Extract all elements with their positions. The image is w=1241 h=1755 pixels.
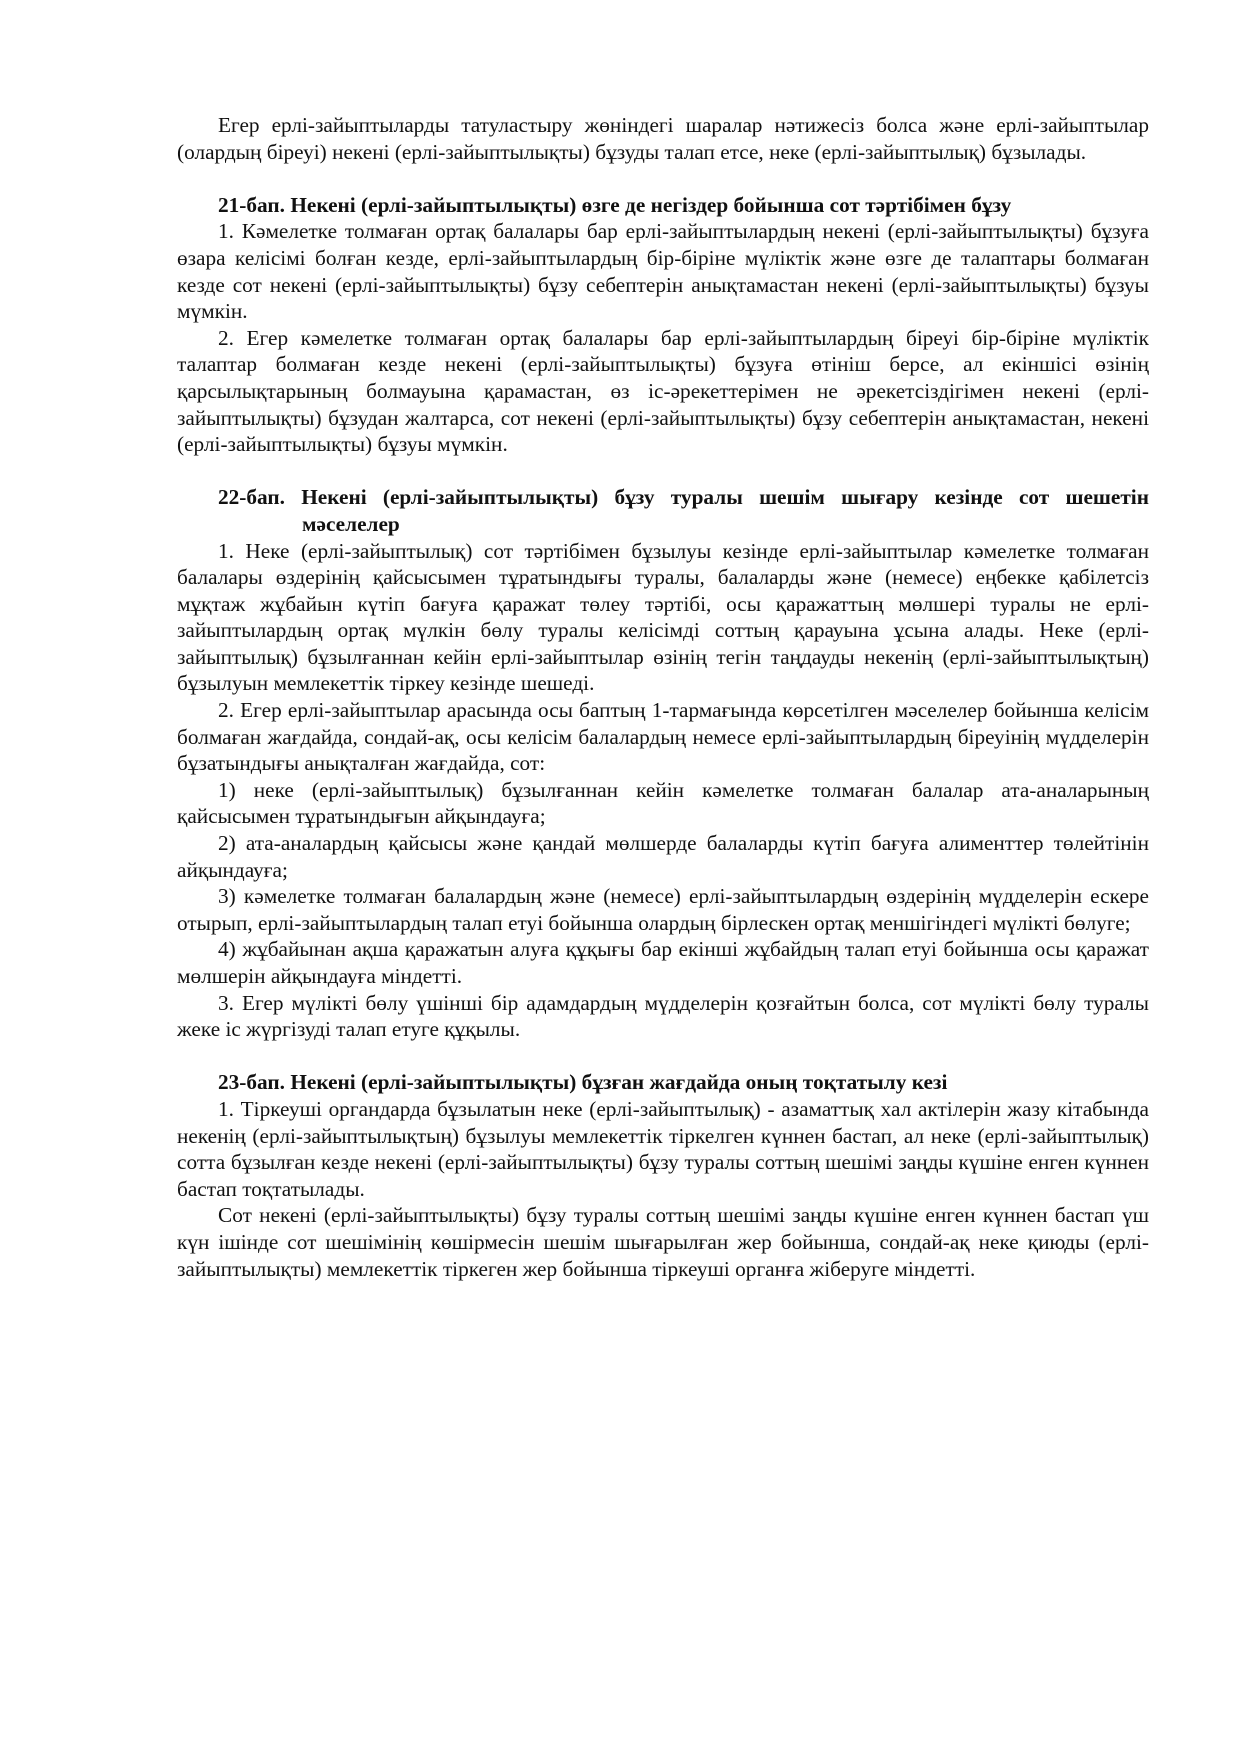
article-title: 22-бап. Некені (ерлі-зайыптылықты) бұзу туралы шешім шығару кезінде сот шешетін мәселелер — [218, 485, 1149, 536]
article-paragraph: 2. Егер кәмелетке толмаған ортақ балалары бар ерлі-зайыптылардың біреуі бір-біріне мүліктік талаптар болмаған кезде некені (ерлі-зайыптылықты) бұзуға өтініш берсе, ал екіншісі өзінің қарсылықтарының болмауына қарамастан, өз іс-әрекеттерімен не әрекетсіздігімен некені (ерлі-зайыптылықты) бұзудан жалтарса, сот некені (ерлі-зайыптылықты) бұзу себептерін анықтамастан, некені (ерлі-зайыптылықты) бұзуы мүмкін. — [177, 325, 1149, 457]
article-list-item: 4) жұбайынан ақша қаражатын алуға құқығы бар екінші жұбайдың талап етуі бойынша осы қаражат мөлшерін айқындауға міндетті. — [177, 937, 1149, 988]
article-paragraph: 2. Егер ерлі-зайыптылар арасында осы баптың 1-тармағында көрсетілген мәселелер бойынша келісім болмаған жағдайда, сондай-ақ, осы келісім балалардың немесе ерлі-зайыптылардың біреуінің мүдделерін бұзатындығы анықталған жағдайда, сот: — [177, 698, 1149, 776]
article-23 — [177, 1069, 1149, 1282]
article-title: 21-бап. Некені (ерлі-зайыптылықты) өзге де негіздер бойынша сот тәртібімен бұзу — [218, 192, 1012, 217]
article-list-item: 2) ата-аналардың қайсысы және қандай мөлшерде балаларды күтіп бағуға алименттер төлейтінін айқындауға; — [177, 831, 1149, 882]
article-paragraph: Сот некені (ерлі-зайыптылықты) бұзу туралы соттың шешімі заңды күшіне енген күннен бастап үш күн ішінде сот шешімінің көшірмесін шешім шығарылған жер бойынша, сондай-ақ неке қиюды (ерлі-зайыптылықты) мемлекеттік тіркеген жер бойынша тіркеуші органға жіберуге міндетті. — [177, 1203, 1149, 1281]
article-paragraph: 3. Егер мүлікті бөлу үшінші бір адамдардың мүдделерін қозғайтын болса, сот мүлікті бөлу туралы жеке іс жүргізуді талап етуге құқылы. — [177, 990, 1149, 1042]
document-page — [177, 112, 1149, 1282]
article-22 — [177, 484, 1149, 1042]
intro-paragraph: Егер ерлі-зайыптыларды татуластыру жөніндегі шаралар нәтижесіз болса және ерлі-зайыптылар (олардың біреуі) некені (ерлі-зайыптылықты) бұзуды талап етсе, неке (ерлі-зайыптылық) бұзылады. — [177, 113, 1149, 164]
article-paragraph: 1. Кәмелетке толмаған ортақ балалары бар ерлі-зайыптылардың некені (ерлі-зайыптылықты) бұзуға өзара келісімі болған кезде, ерлі-зайыптылардың бір-біріне мүліктік және өзге де талаптары болмаған кезде сот некені (ерлі-зайыптылықты) бұзу себептерін анықтамастан некені (ерлі-зайыптылықты) бұзуы мүмкін. — [177, 219, 1149, 324]
article-paragraph: 1. Тіркеуші органдарда бұзылатын неке (ерлі-зайыптылық) - азаматтық хал актілерін жазу кітабында некенің (ерлі-зайыптылықтың) бұзылуы мемлекеттік тіркелген күннен бастап, ал неке (ерлі-зайыптылық) сотта бұзылған кезде некені (ерлі-зайыптылықты) бұзу туралы соттың шешімі заңды күшіне енген күннен бастап тоқтатылады. — [177, 1096, 1149, 1201]
article-list-item: 1) неке (ерлі-зайыптылық) бұзылғаннан кейін кәмелетке толмаған балалар ата-аналарының қайсысымен тұратындығын айқындауға; — [177, 777, 1149, 829]
article-title: 23-бап. Некені (ерлі-зайыптылықты) бұзған жағдайда оның тоқтатылу кезі — [218, 1070, 948, 1095]
article-list-item: 3) кәмелетке толмаған балалардың және (немесе) ерлі-зайыптылардың өздерінің мүдделерін ескере отырып, ерлі-зайыптылардың талап етуі бойынша олардың бірлескен ортақ меншігіндегі мүлікті бөлуге; — [177, 884, 1149, 935]
article-paragraph: 1. Неке (ерлі-зайыптылық) сот тәртібімен бұзылуы кезінде ерлі-зайыптылар кәмелетке толмаған балалары өздерінің қайсысымен тұратындығы туралы, балаларды және (немесе) еңбекке қабілетсіз мұқтаж жұбайын күтіп бағуға қаражат төлеу тәртібі, осы қаражаттың мөлшері туралы не ерлі-зайыптылардың ортақ мүлкін бөлу туралы келісімді соттың қарауына ұсына алады. Неке (ерлі-зайыптылық) бұзылғаннан кейін ерлі-зайыптылар өзінің тегін таңдауды некенің (ерлі-зайыптылықтың) бұзылуын мемлекеттік тіркеу кезінде шешеді. — [177, 538, 1149, 696]
article-21 — [177, 192, 1149, 458]
